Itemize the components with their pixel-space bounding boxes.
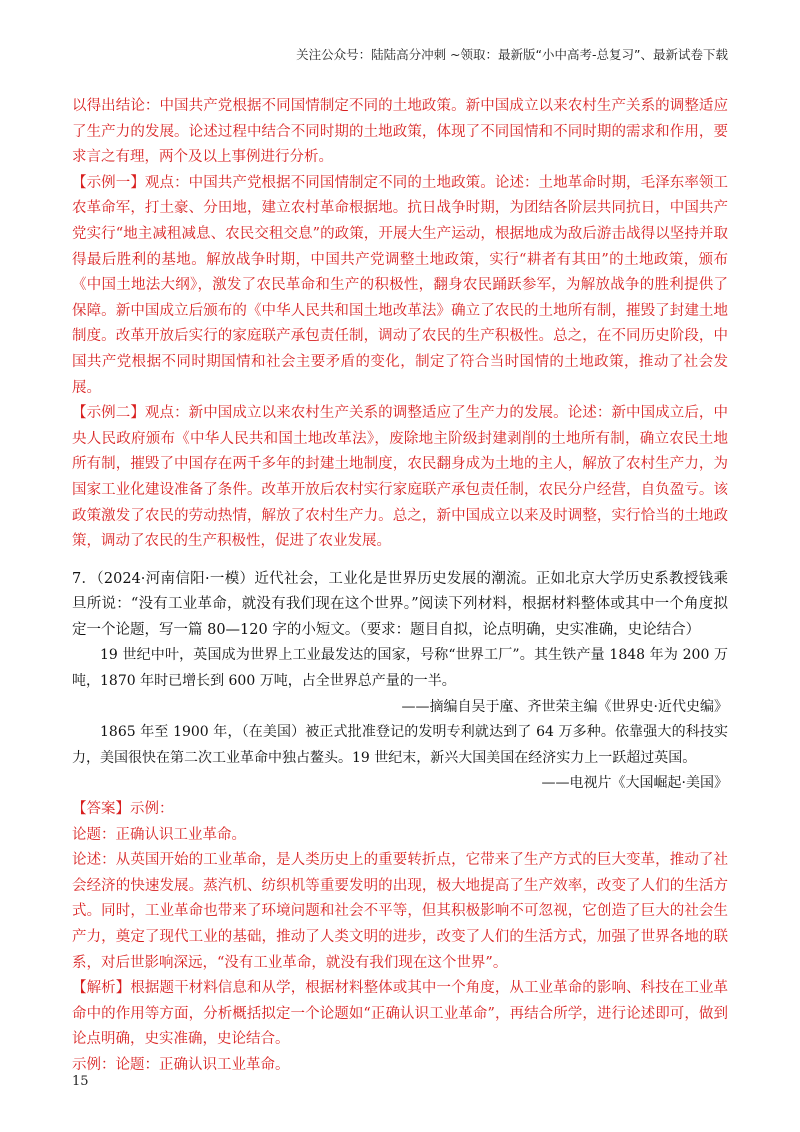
example-one-text: 观点：中国共产党根据不同国情制定不同的土地政策。论述：土地革命时期，毛泽东率领工农革命军，打土豪、分田地，建立农村革命根据地。抗日战争时期，为团结各阶层共同抗日，中国共产党实行“地主减租减息、农民交租交息”的政策，开展大生产运动，根据地成为敌后游击战得以坚持并取得最后胜利的基地。解放战争时期，中国共产党调整土地政策，实行“耕者有其田”的土地政策，颁布《中国土地法大纲》，激发了农民革命和生产的积极性，翻身农民踊跃参军，为解放战争的胜利提供了保障。新中国成立后颁布的《中华人民共和国土地改革法》确立了农民的土地所有制，摧毁了封建土地制度。改革开放后实行的家庭联产承包责任制，调动了农民的生产积极性。总之，在不同历史阶段，中国共产党根据不同时期国情和社会主要矛盾的变化，制定了符合当时国情的土地政策，推动了社会发展。 [72,174,729,396]
answer-intro-paragraph: 以得出结论：中国共产党根据不同国情制定不同的土地政策。新中国成立以来农村生产关系的调整适应了生产力的发展。论述过程中结合不同时期的土地政策，体现了不同国情和不同时期的需求和作用，要求言之有理，两个及以上事例进行分析。 [72,98,728,166]
previous-answer-block [72,94,728,555]
answer-tag: 【答案】 [72,801,130,818]
analysis-tag: 【解析】 [72,980,131,997]
page-number: 15 [72,1074,89,1089]
answer-block [72,797,728,1079]
example-one-tag: 【示例一】 [72,174,145,191]
material-one-source: ——摘编自吴于廑、齐世荣主编《世界史·近代史编》 [401,698,728,715]
page-header: 关注公众号：陆陆高分冲刺 ~领取：最新版“小中高考-总复习”、最新试卷下载 [296,47,728,62]
analysis-paragraph [72,976,728,1053]
example-two-paragraph [72,401,728,555]
example-two-tag: 【示例二】 [72,405,145,422]
question-stem: 7．（2024·河南信阳·一模）近代社会，工业化是世界历史发展的潮流。正如北京大学历史系教授钱乘旦所说：“没有工业革命，就没有我们现在这个世界。”阅读下列材料，根据材料整体或其中一个角度拟定一个论题，写一篇 80—120 字的小短文。（要求：题目自拟，论点明确，史实准确，史论结合） [72,570,728,638]
answer-topic: 论题：正确认识工业革命。 [72,826,246,843]
analysis-text: 根据题干材料信息和从学，根据材料整体或其中一个角度，从工业革命的影响、科技在工业革命中的作用等方面，分析概括拟定一个论题如“正确认识工业革命”，再结合所学，进行论述即可，做到论点明确，史实准确，史论结合。 [72,980,729,1048]
answer-header [72,797,728,823]
example-two-text: 观点：新中国成立以来农村生产关系的调整适应了生产力的发展。论述：新中国成立后，中央人民政府颁布《中华人民共和国土地改革法》，废除地主阶级封建剥削的土地所有制，确立农民土地所有制，摧毁了中国存在两千多年的封建土地制度，农民翻身成为土地的主人，解放了农村生产力，为国家工业化建设准备了条件。改革开放后农村实行家庭联产承包责任制，农民分户经营，自负盈亏。该政策激发了农民的劳动热情，解放了农村生产力。总之，新中国成立以来及时调整，实行恰当的土地政策，调动了农民的生产积极性，促进了农业发展。 [72,405,729,550]
question-block [72,567,728,797]
material-two: 1865 年至 1900 年，（在美国）被正式批准登记的发明专利就达到了 64 万多种。依靠强大的科技实力，美国很快在第二次工业革命中独占鳌头。19 世纪末，新兴大国美国在经济实力上一跃超过英国。 [72,724,728,766]
material-two-source: ——电视片《大国崛起·美国》 [541,775,728,792]
example-one-paragraph [72,171,728,401]
answer-head: 示例： [130,801,174,818]
analysis-example: 示例：论题：正确认识工业革命。 [72,1056,290,1073]
answer-argument: 论述：从英国开始的工业革命，是人类历史上的重要转折点，它带来了生产方式的巨大变革，推动了社会经济的快速发展。蒸汽机、纺织机等重要发明的出现，极大地提高了生产效率，改变了人们的生活方式。同时，工业革命也带来了环境问题和社会不平等，但其积极影响不可忽视，它创造了巨大的社会生产力，奠定了现代工业的基础，推动了人类文明的进步，改变了人们的生活方式，加强了世界各地的联系，对后世影响深远，“没有工业革命，就没有我们现在这个世界”。 [72,852,728,971]
main-content [72,94,728,1079]
material-one: 19 世纪中叶，英国成为世界上工业最发达的国家，号称“世界工厂”。其生铁产量 1848 年为 200 万吨，1870 年时已增长到 600 万吨，占全世界总产量的一半。 [72,647,728,690]
